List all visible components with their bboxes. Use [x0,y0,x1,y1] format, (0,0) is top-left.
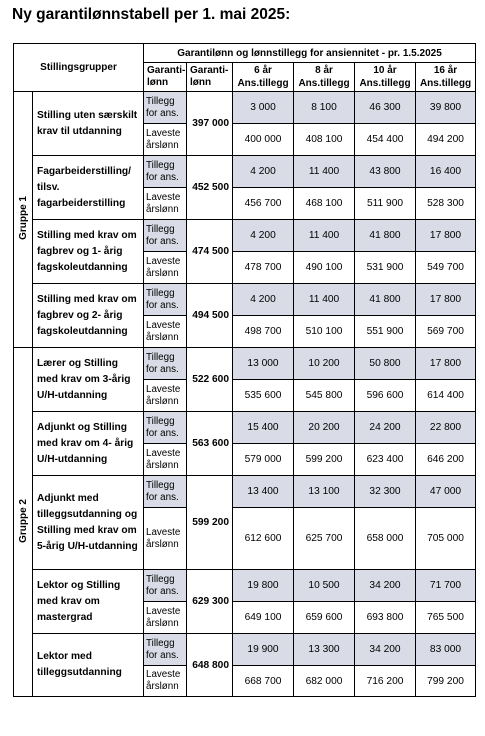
row-type-laveste: Laveste årslønn [144,508,187,570]
row-type-tillegg: Tillegg for ans. [144,92,187,124]
tillegg-value: 13 400 [233,476,294,508]
tillegg-value: 13 100 [294,476,355,508]
position-title: Adjunkt og Stilling med krav om 4- årig U/H-utdanning [33,412,144,476]
table-row [14,476,476,508]
laveste-value: 494 200 [416,124,476,156]
header-garanti-2: Garanti-lønn [187,63,233,92]
laveste-value: 510 100 [294,316,355,348]
garanti-value: 599 200 [187,476,233,570]
header-years: 6 år [254,65,272,76]
tillegg-value: 11 400 [294,284,355,316]
tillegg-value: 4 200 [233,156,294,188]
tillegg-value: 39 800 [416,92,476,124]
tillegg-value: 10 500 [294,570,355,602]
tillegg-value: 4 200 [233,220,294,252]
table-row [14,634,476,666]
position-title: Fagarbeiderstilling/ tilsv. fagarbeiderstilling [33,156,144,220]
row-type-laveste: Laveste årslønn [144,188,187,220]
laveste-value: 623 400 [355,444,416,476]
garanti-value: 452 500 [187,156,233,220]
laveste-value: 498 700 [233,316,294,348]
position-title: Stilling uten særskilt krav til utdanning [33,92,144,156]
laveste-value: 551 900 [355,316,416,348]
tillegg-value: 8 100 [294,92,355,124]
row-type-laveste: Laveste årslønn [144,316,187,348]
tillegg-value: 17 800 [416,220,476,252]
laveste-value: 531 900 [355,252,416,284]
tillegg-value: 32 300 [355,476,416,508]
header-col-16 [416,63,476,92]
row-type-tillegg: Tillegg for ans. [144,348,187,380]
group-name: Gruppe 1 [17,196,29,240]
tillegg-value: 4 200 [233,284,294,316]
header-garanti-1: Garanti-lønn [144,63,187,92]
laveste-value: 468 100 [294,188,355,220]
position-title: Lektor med tilleggsutdanning [33,634,144,697]
tillegg-value: 83 000 [416,634,476,666]
tillegg-value: 16 400 [416,156,476,188]
tillegg-value: 11 400 [294,220,355,252]
laveste-value: 400 000 [233,124,294,156]
garanti-value: 522 600 [187,348,233,412]
garanti-value: 474 500 [187,220,233,284]
position-title: Lærer og Stilling med krav om 3-årig U/H-utdanning [33,348,144,412]
header-label: Ans.tillegg [419,78,472,89]
header-stillingsgrupper: Stillingsgrupper [14,44,144,92]
garanti-value: 563 600 [187,412,233,476]
laveste-value: 799 200 [416,666,476,697]
position-title: Adjunkt med tilleggsutdanning og Stilling med krav om 5-årig U/H-utdanning [33,476,144,570]
header-label: Ans.tillegg [237,78,289,89]
laveste-value: 716 200 [355,666,416,697]
laveste-value: 668 700 [233,666,294,697]
laveste-value: 456 700 [233,188,294,220]
header-col-6 [233,63,294,92]
tillegg-value: 17 800 [416,284,476,316]
table-row [14,348,476,380]
row-type-laveste: Laveste årslønn [144,444,187,476]
tillegg-value: 22 800 [416,412,476,444]
header-span-title: Garantilønn og lønnstillegg for ansiennitet - pr. 1.5.2025 [144,44,476,63]
tillegg-value: 3 000 [233,92,294,124]
laveste-value: 511 900 [355,188,416,220]
position-title: Lektor og Stilling med krav om mastergrad [33,570,144,634]
row-type-laveste: Laveste årslønn [144,124,187,156]
table-row [14,570,476,602]
row-type-laveste: Laveste årslønn [144,602,187,634]
group-label [14,348,33,697]
header-col-10 [355,63,416,92]
header-years: 10 år [373,65,397,76]
laveste-value: 596 600 [355,380,416,412]
table-row [14,412,476,444]
laveste-value: 658 000 [355,508,416,570]
tillegg-value: 13 300 [294,634,355,666]
group-label [14,92,33,348]
tillegg-value: 11 400 [294,156,355,188]
laveste-value: 579 000 [233,444,294,476]
tillegg-value: 19 800 [233,570,294,602]
laveste-value: 659 600 [294,602,355,634]
row-type-tillegg: Tillegg for ans. [144,634,187,666]
laveste-value: 478 700 [233,252,294,284]
row-type-tillegg: Tillegg for ans. [144,220,187,252]
laveste-value: 646 200 [416,444,476,476]
laveste-value: 549 700 [416,252,476,284]
header-years: 8 år [315,65,333,76]
laveste-value: 649 100 [233,602,294,634]
garanti-value: 397 000 [187,92,233,156]
group-name: Gruppe 2 [17,498,29,543]
tillegg-value: 71 700 [416,570,476,602]
laveste-value: 545 800 [294,380,355,412]
row-type-laveste: Laveste årslønn [144,380,187,412]
tillegg-value: 46 300 [355,92,416,124]
row-type-tillegg: Tillegg for ans. [144,156,187,188]
row-type-tillegg: Tillegg for ans. [144,284,187,316]
header-years: 16 år [433,65,458,76]
laveste-value: 682 000 [294,666,355,697]
table-row [14,92,476,124]
tillegg-value: 20 200 [294,412,355,444]
laveste-value: 625 700 [294,508,355,570]
table-row [14,284,476,316]
laveste-value: 599 200 [294,444,355,476]
row-type-laveste: Laveste årslønn [144,252,187,284]
tillegg-value: 17 800 [416,348,476,380]
garanti-value: 629 300 [187,570,233,634]
laveste-value: 614 400 [416,380,476,412]
tillegg-value: 24 200 [355,412,416,444]
laveste-value: 765 500 [416,602,476,634]
garanti-value: 494 500 [187,284,233,348]
header-col-8 [294,63,355,92]
table-row [14,156,476,188]
laveste-value: 612 600 [233,508,294,570]
row-type-laveste: Laveste årslønn [144,666,187,697]
laveste-value: 569 700 [416,316,476,348]
position-title: Stilling med krav om fagbrev og 2- årig fagskoleutdanning [33,284,144,348]
tillegg-value: 41 800 [355,284,416,316]
page-title: Ny garantilønnstabell per 1. mai 2025: [12,6,291,23]
table-row [14,220,476,252]
salary-table [13,43,476,697]
row-type-tillegg: Tillegg for ans. [144,476,187,508]
header-label: Ans.tillegg [359,78,411,89]
tillegg-value: 19 900 [233,634,294,666]
laveste-value: 535 600 [233,380,294,412]
tillegg-value: 34 200 [355,634,416,666]
row-type-tillegg: Tillegg for ans. [144,412,187,444]
tillegg-value: 34 200 [355,570,416,602]
laveste-value: 454 400 [355,124,416,156]
laveste-value: 693 800 [355,602,416,634]
tillegg-value: 13 000 [233,348,294,380]
tillegg-value: 50 800 [355,348,416,380]
laveste-value: 705 000 [416,508,476,570]
position-title: Stilling med krav om fagbrev og 1- årig fagskoleutdanning [33,220,144,284]
garanti-value: 648 800 [187,634,233,697]
laveste-value: 528 300 [416,188,476,220]
laveste-value: 490 100 [294,252,355,284]
laveste-value: 408 100 [294,124,355,156]
header-label: Ans.tillegg [298,78,350,89]
row-type-tillegg: Tillegg for ans. [144,570,187,602]
tillegg-value: 15 400 [233,412,294,444]
tillegg-value: 47 000 [416,476,476,508]
tillegg-value: 43 800 [355,156,416,188]
tillegg-value: 41 800 [355,220,416,252]
tillegg-value: 10 200 [294,348,355,380]
